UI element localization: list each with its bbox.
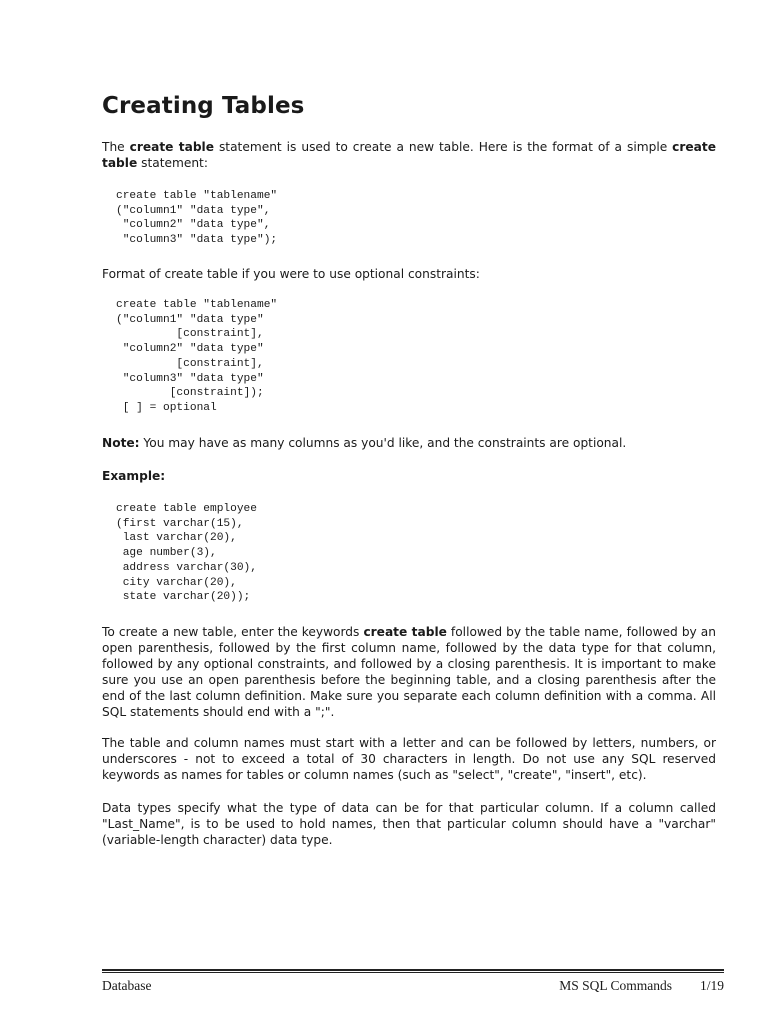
note-label: Note:	[102, 436, 140, 450]
intro-text-1: The	[102, 140, 130, 154]
page-title: Creating Tables	[102, 93, 305, 119]
intro-text-3: statement:	[137, 156, 208, 170]
intro-keyword-2: create table	[102, 140, 716, 170]
footer-document-title: MS SQL Commands	[559, 978, 672, 993]
explain-text-2: followed by the table name, followed by an open parenthesis, followed by the first column name, followed by the data type for that column, followed by any optional constraints, and followed by a closing parenthesis. It is important to make sure you use an open parenthesis before the beginning table, and a closing parenthesis after the end of the last column definition. Make sure you separate each column definition with a comma. All SQL statements should end with a ";".	[102, 625, 717, 719]
footer-left-label: Database	[102, 978, 152, 993]
code-block-constraints: create table "tablename" ("column1" "data type" [constraint], "column2" "data type" [constraint], "column3" "data type" [constraint]); [ ] = optional	[116, 299, 278, 414]
explain-text-1: To create a new table, enter the keywords	[102, 625, 364, 639]
note-paragraph	[102, 435, 716, 451]
note-text: You may have as many columns as you'd like, and the constraints are optional.	[139, 436, 627, 450]
naming-rules-paragraph: The table and column names must start with a letter and can be followed by letters, numbers, or underscores - not to exceed a total of 30 characters in length. Do not use any SQL reserved keywords as names for tables or column names (such as "select", "create", "insert", etc).	[102, 736, 716, 782]
explanation-paragraph	[102, 624, 716, 720]
code-block-example: create table employee (first varchar(15), last varchar(20), age number(3), address varchar(30), city varchar(20), state varchar(20));	[116, 503, 257, 604]
intro-text-2: statement is used to create a new table. Here is the format of a simple	[214, 140, 673, 154]
example-label: Example:	[102, 469, 166, 483]
code-block-simple: create table "tablename" ("column1" "data type", "column2" "data type", "column3" "data type");	[116, 190, 278, 247]
intro-paragraph	[102, 139, 716, 171]
example-heading	[102, 468, 716, 484]
intro-keyword-1: create table	[129, 140, 214, 154]
footer-right	[559, 978, 724, 994]
explain-keyword: create table	[363, 625, 447, 639]
footer-page-number: 1/19	[699, 978, 724, 993]
constraints-intro: Format of create table if you were to use optional constraints:	[102, 267, 480, 281]
data-types-paragraph: Data types specify what the type of data can be for that particular column. If a column called "Last_Name", is to be used to hold names, then that particular column should have a "varchar" (variable-length character) data type.	[102, 801, 716, 847]
footer-divider	[102, 969, 724, 973]
document-page	[102, 0, 724, 1024]
